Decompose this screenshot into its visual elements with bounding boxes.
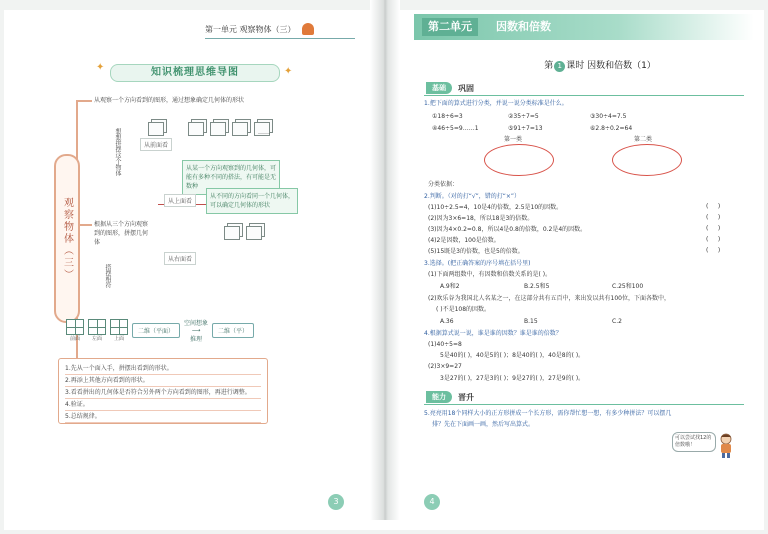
from-top-label: 从上面看 bbox=[164, 194, 196, 207]
green-note-mid: 从不同的方向看同一个几何体，可以确定几何体的形状 bbox=[206, 188, 298, 214]
q2-item: (4)2是因数，100是倍数。 bbox=[428, 237, 500, 244]
from-front-label: 从前面看 bbox=[140, 138, 172, 151]
answer-paren: ( ) bbox=[706, 214, 721, 221]
section-basic-tag: 基础 bbox=[426, 82, 452, 94]
q3-sub2-line: ( )不是108的因数。 bbox=[436, 306, 491, 313]
view-label-left: 左面 bbox=[91, 336, 102, 342]
method-summary-box bbox=[58, 358, 268, 424]
q2-item: (5)15既是3的倍数，也是5的倍数。 bbox=[428, 248, 524, 255]
star-icon: ✦ bbox=[284, 66, 293, 77]
from-right-label: 从右面看 bbox=[164, 252, 196, 265]
cube-figure-row bbox=[148, 122, 164, 136]
grid-square-figure bbox=[88, 319, 106, 335]
q1-title: 1.把下面的算式进行分类，并说一说分类标准是什么。 bbox=[424, 100, 568, 107]
hint-speech-bubble: 可以尝试找12的倍数哦！ bbox=[672, 432, 716, 452]
q2-item: (2)因为3×6=18，所以18是3的倍数。 bbox=[428, 215, 534, 222]
section-rule bbox=[424, 404, 744, 405]
q1-item: ②35÷7=5 bbox=[508, 113, 539, 120]
book-gutter bbox=[370, 0, 400, 520]
left-page-number: 3 bbox=[328, 494, 344, 510]
mid-branch-side-text: 搭摆相符 bbox=[104, 264, 111, 288]
boy-illustration-icon bbox=[716, 432, 736, 458]
q3-option: B.2.5和5 bbox=[524, 283, 550, 290]
right-page-number: 4 bbox=[424, 494, 440, 510]
q4-sub2: (2)3×9=27 bbox=[428, 363, 462, 370]
q3-option: A.36 bbox=[440, 318, 454, 325]
view-top bbox=[110, 319, 128, 342]
summary-line: 3.看看拼出的几何体是否符合另外两个方向看到的图形，再进行调整。 bbox=[65, 387, 261, 399]
grid-square-figure bbox=[66, 319, 84, 335]
q1-class1-label: 第一类 bbox=[504, 136, 523, 143]
lesson-suffix: 课时 因数和倍数（1） bbox=[566, 61, 656, 71]
cube-figure-row bbox=[224, 226, 262, 240]
class2-oval bbox=[612, 144, 682, 176]
lesson-number: 1 bbox=[554, 61, 565, 72]
q2-item: (1)10÷2.5=4，10是4的倍数，2.5是10的因数。 bbox=[428, 204, 563, 211]
view-label-top: 上面 bbox=[113, 336, 124, 342]
lesson-title bbox=[480, 58, 720, 72]
unit-tag: 第二单元 bbox=[422, 18, 478, 36]
q4-title: 4.根据算式说一说，谁是谁的因数？谁是谁的倍数？ bbox=[424, 330, 562, 337]
q3-sub1: (1)下面两组数中，有因数和倍数关系的是( )。 bbox=[428, 271, 552, 278]
flow-middle-top: 空间想象 bbox=[184, 320, 209, 327]
cube-figure bbox=[246, 226, 262, 240]
branch-top-text: 从观察一个方向看到的图形，通过想象确定几何体的形状 bbox=[94, 97, 245, 104]
view-front bbox=[66, 319, 84, 342]
class1-oval bbox=[484, 144, 554, 176]
q4-sub1: (1)40÷5=8 bbox=[428, 341, 462, 348]
summary-line: 2.再添上其他方向看到的形状。 bbox=[65, 375, 261, 387]
q3-option: A.9和2 bbox=[440, 283, 460, 290]
q1-item: ①18÷6=3 bbox=[432, 113, 463, 120]
cube-figure bbox=[188, 122, 204, 136]
summary-line: 4.验证。 bbox=[65, 399, 261, 411]
q5-line: 排？先在下面画一画，然后写出算式。 bbox=[432, 421, 535, 428]
q3-option: C.25和100 bbox=[612, 283, 644, 290]
map-branch-line bbox=[76, 100, 92, 102]
arrow-right-icon: ⟶ bbox=[191, 327, 201, 334]
answer-paren: ( ) bbox=[706, 203, 721, 210]
answer-paren: ( ) bbox=[706, 236, 721, 243]
mid-branch-text: 根据从三个方向观察到的图形，拼摆几何体 bbox=[94, 221, 149, 246]
view-flow-row bbox=[66, 318, 254, 343]
q1-item: ③30÷4=7.5 bbox=[590, 113, 627, 120]
left-page-header bbox=[205, 20, 355, 39]
q1-item: ⑥2.8÷0.2=64 bbox=[590, 125, 633, 132]
grid-square-figure bbox=[110, 319, 128, 335]
flow-middle-bottom: 推理 bbox=[190, 336, 203, 343]
mind-map-title: 知识梳理思维导图 bbox=[110, 64, 280, 82]
cube-figure bbox=[232, 122, 248, 136]
q2-item: (3)因为4×0.2=0.8，所以4是0.8的倍数，0.2是4的因数。 bbox=[428, 226, 587, 233]
q3-title: 3.选择。(把正确答案的序号填在括号里) bbox=[424, 260, 531, 267]
q3-sub2-line: (2)欢乐谷为我国北人名某之一，在这部分共有五百中，来出发以共有100位，下面各数中， bbox=[428, 295, 670, 302]
flow-middle bbox=[184, 318, 208, 343]
q1-item: ④46÷5=9……1 bbox=[432, 125, 479, 132]
q4-sub2-fill: 3是27的( )，27是3的( )；9是27的( )，27是9的( )。 bbox=[440, 375, 585, 382]
flow-box-2d: 二维（平面） bbox=[132, 323, 180, 338]
root-node: 观察物体（三） bbox=[54, 154, 80, 323]
q3-option: C.2 bbox=[612, 318, 622, 325]
cube-figure bbox=[224, 226, 240, 240]
section-rule bbox=[424, 95, 744, 96]
section-ability-tag: 能力 bbox=[426, 391, 452, 403]
cube-figure bbox=[148, 122, 164, 136]
q1-item: ⑤91÷7=13 bbox=[508, 125, 543, 132]
unit-name: 因数和倍数 bbox=[496, 20, 551, 33]
cube-figure bbox=[210, 122, 226, 136]
q4-sub1-fill: 5是40的( )，40是5的( )；8是40的( )，40是8的( )。 bbox=[440, 352, 585, 359]
star-icon: ✦ bbox=[96, 62, 105, 73]
section-basic-suffix: 巩固 bbox=[458, 84, 474, 93]
ellipsis-text: …… bbox=[258, 129, 270, 136]
lesson-prefix: 第 bbox=[544, 61, 554, 71]
q5-line: 5.亮亮用18个同样大小的正方形拼成一个长方形，需你帮忙想一想，有多少种拼法？可以摆几 bbox=[424, 410, 672, 417]
green-note-top: 从某一个方向观察到的几何体，可能有多种不同的搭法，有可能是无数种 bbox=[182, 160, 280, 195]
mushroom-icon bbox=[302, 23, 314, 35]
summary-line: 5.总结规律。 bbox=[65, 411, 261, 423]
q1-basis: 分类依据： bbox=[428, 181, 459, 188]
section-ability-suffix: 晋升 bbox=[458, 393, 474, 402]
answer-paren: ( ) bbox=[706, 247, 721, 254]
flow-box-3d: 二维（平） bbox=[212, 323, 254, 338]
view-left bbox=[88, 319, 106, 342]
left-header-label: 第一单元 观察物体（三） bbox=[205, 24, 296, 34]
answer-paren: ( ) bbox=[706, 225, 721, 232]
summary-line: 1.先从一个面入手，拼摆出看到的形状。 bbox=[65, 363, 261, 375]
q1-class2-label: 第二类 bbox=[634, 136, 653, 143]
view-label-front: 前面 bbox=[69, 336, 80, 342]
branch-side-text: 想想拼摆这个物体 bbox=[114, 128, 121, 176]
q3-option: B.15 bbox=[524, 318, 538, 325]
q2-title: 2.判断。（对的打“√”，错的打“×”） bbox=[424, 193, 521, 200]
